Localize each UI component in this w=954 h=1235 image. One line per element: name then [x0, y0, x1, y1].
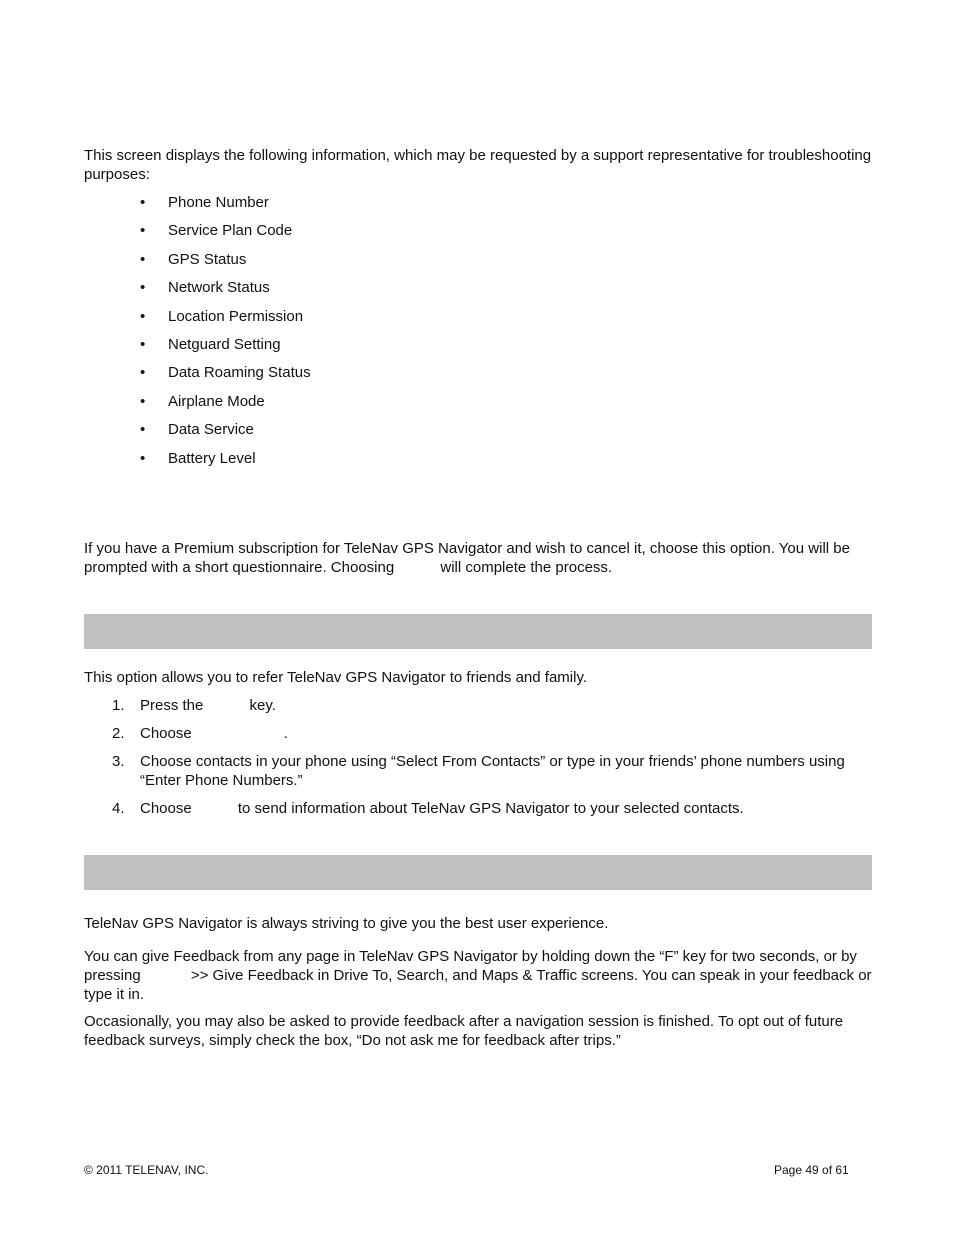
footer-page-number: Page 49 of 61: [774, 1163, 849, 1177]
refer-intro: This option allows you to refer TeleNav GPS Navigator to friends and family.: [84, 669, 588, 686]
cancel-subscription-text: If you have a Premium subscription for TeleNav GPS Navigator and wish to cancel it, choose this option. You will be prompted with a short questionnaire. Choosing will complete the process.: [84, 540, 850, 576]
list-item: 3. Choose contacts in your phone using “Select From Contacts” or type in your friends’ phone numbers using “Enter Phone Numbers.”: [112, 753, 845, 789]
list-item: • Netguard Setting: [140, 335, 281, 353]
list-item: 4. Choose to send information about TeleNav GPS Navigator to your selected contacts.: [112, 800, 744, 817]
list-item: • Data Roaming Status: [140, 364, 311, 382]
section-heading-band-feedback: [84, 855, 872, 890]
feedback-intro: TeleNav GPS Navigator is always striving to give you the best user experience.: [84, 915, 609, 932]
list-item: • GPS Status: [140, 250, 247, 268]
refer-steps-list: [0, 696, 860, 827]
feedback-how-to: You can give Feedback from any page in TeleNav GPS Navigator by holding down the “F” key for two seconds, or by pressing >> Give Feedback in Drive To, Search, and Maps & Traffic screens. You can speak in your feedback or type it in.: [84, 948, 872, 1003]
bullet-icon: •: [140, 279, 146, 297]
section-heading-band-refer: [84, 614, 872, 649]
list-item: 1. Press the key.: [112, 697, 276, 714]
bullet-icon: •: [140, 364, 146, 382]
list-item: • Service Plan Code: [140, 222, 293, 240]
list-item: • Battery Level: [140, 449, 256, 467]
bullet-icon: •: [140, 307, 146, 325]
bullet-icon: •: [140, 335, 146, 353]
bullet-icon: •: [140, 250, 146, 268]
bullet-icon: •: [140, 392, 146, 410]
about-info-list: [0, 193, 311, 477]
list-item: 2. Choose .: [112, 725, 288, 742]
list-item: • Network Status: [140, 279, 270, 297]
list-item: • Airplane Mode: [140, 392, 265, 410]
about-intro: This screen displays the following information, which may be requested by a support representative for troubleshooting purposes:: [84, 147, 872, 183]
bullet-icon: •: [140, 449, 146, 467]
footer-copyright: © 2011 TELENAV, INC.: [84, 1163, 209, 1177]
feedback-surveys: Occasionally, you may also be asked to provide feedback after a navigation session is finished. To opt out of future feedback surveys, simply check the box, “Do not ask me for feedback after trips.”: [84, 1013, 844, 1049]
list-item: • Data Service: [140, 421, 254, 439]
bullet-icon: •: [140, 421, 146, 439]
bullet-icon: •: [140, 194, 146, 211]
bullet-icon: •: [140, 222, 146, 240]
list-item: • Location Permission: [140, 307, 304, 325]
list-item: • Phone Number: [140, 194, 269, 211]
